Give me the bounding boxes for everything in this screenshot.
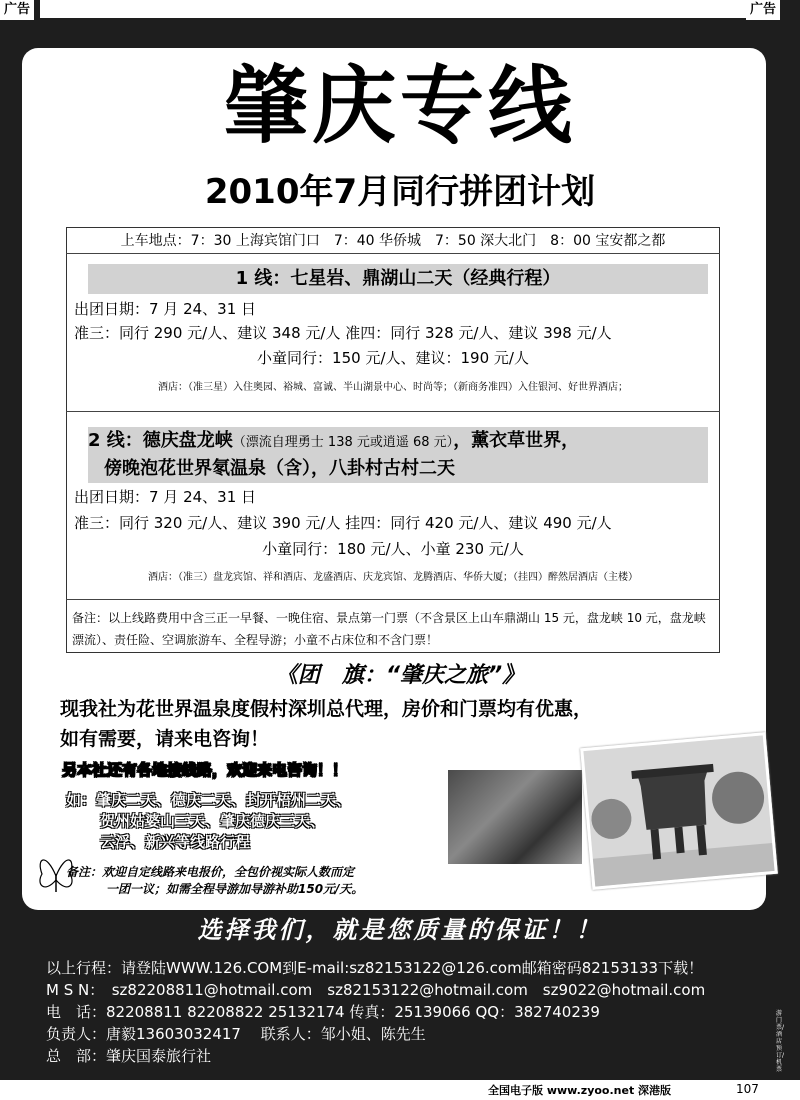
phone-contacts: 电 话：82208811 82208822 25132174 传真：25139066 QQ：382740239 — [46, 1003, 600, 1021]
routes-line-1: 如：肇庆二天、德庆二天、封开梧州二天、 — [66, 791, 352, 809]
custom-route-remark — [66, 864, 466, 898]
boarding-points: 上车地点：7：30 上海宾馆门口 7：40 华侨城 7：50 深大北门 8：00 宝安都之都 — [120, 233, 666, 249]
route2-header-paren: （漂流自理勇士 138 元或逍遥 68 元） — [232, 435, 454, 450]
route-examples — [66, 790, 466, 853]
bronze-tripod-photo — [580, 732, 778, 890]
divider — [66, 599, 720, 600]
routes-line-3: 云浮、新兴等线路行程 — [100, 833, 251, 851]
stone-tablets-photo — [448, 770, 582, 864]
footer-text: 全国电子版 www.zyoo.net 深港版 — [488, 1084, 672, 1097]
page-subtitle: 2010年7月同行拼团计划 — [204, 172, 596, 212]
ad-label-left: 广告 — [0, 0, 34, 20]
agency-line-2: 如有需要，请来电咨询！ — [60, 728, 270, 750]
divider — [66, 253, 720, 254]
person-in-charge: 负责人：唐毅13603032417 联系人：邹小姐、陈先生 — [46, 1025, 426, 1043]
remark-line-1: 备注：欢迎自定线路来电报价，全包价视实际人数而定 — [66, 865, 355, 879]
route1-dates: 出团日期：7 月 24、31 日 — [74, 300, 257, 318]
group-flag: 《团 旗：“肇庆之旅”》 — [275, 663, 525, 688]
page-title: 肇庆专线 — [223, 56, 576, 155]
route2-hotel: 酒店：（准三）盘龙宾馆、祥和酒店、龙盛酒店、庆龙宾馆、龙腾酒店、华侨大厦；（挂四）醉然居酒店（主楼） — [148, 572, 638, 583]
divider — [66, 411, 720, 412]
route2-header-title: 2 线：德庆盘龙峡 — [88, 430, 233, 451]
routes-line-2: 贺州姑婆山三天、肇庆德庆三天、 — [100, 812, 326, 830]
route2-header — [88, 427, 708, 483]
slogan: 选择我们，就是您质量的保证！！ — [197, 916, 603, 944]
page-number: 107 — [736, 1082, 759, 1096]
remark-line-2: 一团一议；如需全程导游加导游补助150元/天。 — [106, 882, 364, 896]
side-vertical-text: 游门票/酒店预订/机票 — [776, 1010, 785, 1073]
msn-contacts: M S N： sz82208811@hotmail.com sz82153122@hotmail.com sz9022@hotmail.com — [46, 981, 706, 999]
download-info: 以上行程：请登陆WWW.126.COM到E-mail:sz82153122@126.com邮箱密码82153133下载！ — [46, 959, 704, 977]
route1-hotel: 酒店：（准三星）入住奥园、裕城、富诚、半山湖景中心、时尚等；（新商务准四）入住银河、好世界酒店； — [158, 382, 628, 393]
route2-price: 准三：同行 320 元/人、建议 390 元/人 挂四：同行 420 元/人、建议 490 元/人 — [74, 514, 612, 532]
page-footer — [0, 1080, 800, 1100]
route2-dates: 出团日期：7 月 24、31 日 — [74, 488, 257, 506]
route1-header: 1 线：七星岩、鼎湖山二天（经典行程） — [88, 264, 708, 294]
local-routes: 另本社还有各地接线路，欢迎来电咨询！！ — [62, 761, 348, 779]
fee-note: 备注：以上线路费用中含三正一早餐、一晚住宿、景点第一门票（不含景区上山车鼎湖山 15 元，盘龙峡 10 元，盘龙峡漂流）、责任险、空调旅游车、全程导游；小童不占床位和不含门票！ — [72, 611, 706, 647]
agency-line-1: 现我社为花世界温泉度假村深圳总代理，房价和门票均有优惠， — [60, 698, 593, 720]
top-strip — [40, 0, 746, 18]
headquarters: 总 部：肇庆国泰旅行社 — [46, 1047, 212, 1065]
route2-header-line2: 傍晚泡花世界氡温泉（含），八卦村古村二天 — [104, 458, 455, 479]
ad-label-right: 广告 — [746, 0, 780, 20]
route2-header-title-end: ，薰衣草世界， — [453, 430, 580, 451]
route2-child-price: 小童同行：180 元/人、小童 230 元/人 — [262, 540, 524, 558]
route1-price: 准三：同行 290 元/人、建议 348 元/人 准四：同行 328 元/人、建议 398 元/人 — [74, 324, 612, 342]
route1-child-price: 小童同行：150 元/人、建议：190 元/人 — [257, 349, 529, 367]
